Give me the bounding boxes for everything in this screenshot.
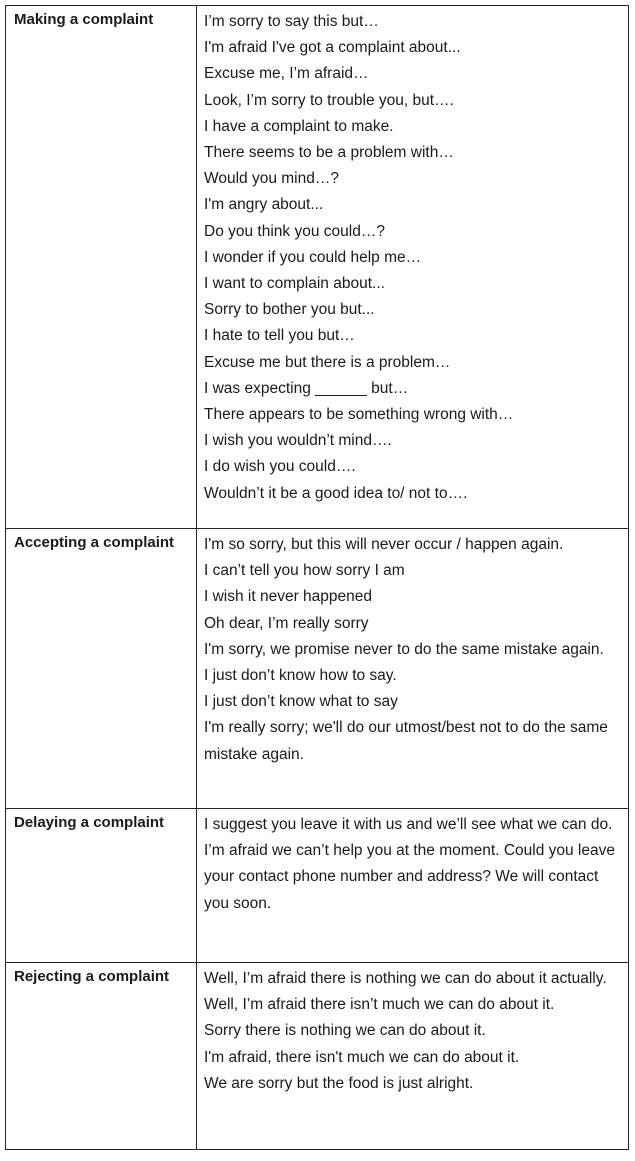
phrase: I just don’t know how to say. bbox=[204, 667, 397, 685]
phrase: Do you think you could…? bbox=[204, 222, 385, 240]
phrase-list bbox=[197, 529, 628, 768]
phrase: I'm really sorry; we'll do our utmost/best not to do the same mistake again. bbox=[204, 719, 608, 763]
phrase: I wish it never happened bbox=[204, 588, 373, 606]
phrase: There appears to be something wrong with… bbox=[204, 406, 514, 424]
phrase: I'm afraid, there isn't much we can do about it. bbox=[204, 1048, 520, 1066]
phrase: Sorry to bother you but... bbox=[204, 301, 375, 319]
phrase: I'm sorry, we promise never to do the same mistake again. bbox=[204, 640, 604, 658]
category-label-cell bbox=[6, 6, 197, 529]
category-label: Accepting a complaint bbox=[14, 534, 175, 551]
phrase: I'm afraid I've got a complaint about... bbox=[204, 39, 461, 57]
phrase: I want to complain about... bbox=[204, 275, 385, 293]
phrase: Sorry there is nothing we can do about it. bbox=[204, 1022, 486, 1040]
phrase: Excuse me, I’m afraid… bbox=[204, 65, 369, 83]
category-label: Delaying a complaint bbox=[14, 814, 165, 831]
category-row-accepting bbox=[6, 529, 629, 809]
phrase: I suggest you leave it with us and we’ll see what we can do. bbox=[204, 816, 613, 833]
phrase-list bbox=[197, 809, 628, 917]
phrase: I’m sorry to say this but… bbox=[204, 13, 379, 30]
phrase: I just don’t know what to say bbox=[204, 693, 398, 711]
phrase: Wouldn’t it be a good idea to/ not to…. bbox=[204, 484, 468, 502]
phrase-cell bbox=[197, 529, 629, 809]
phrase-list bbox=[197, 6, 628, 507]
phrase: There seems to be a problem with… bbox=[204, 144, 454, 162]
phrase: I wonder if you could help me… bbox=[204, 248, 422, 266]
category-label: Making a complaint bbox=[14, 11, 154, 28]
phrase: Excuse me but there is a problem… bbox=[204, 353, 451, 371]
phrase: I’m afraid we can’t help you at the moment. Could you leave your contact phone number and address? We will contact you soon. bbox=[204, 842, 615, 912]
phrase: I wish you wouldn’t mind…. bbox=[204, 432, 392, 450]
phrase-cell bbox=[197, 6, 629, 529]
phrase: Well, I’m afraid there is nothing we can do about it actually. bbox=[204, 970, 607, 987]
category-label: Rejecting a complaint bbox=[14, 968, 170, 985]
category-label-cell bbox=[6, 809, 197, 963]
phrase: I do wish you could…. bbox=[204, 458, 356, 476]
phrase: I'm so sorry, but this will never occur / happen again. bbox=[204, 536, 564, 553]
phrase: I was expecting ______ but… bbox=[204, 379, 409, 397]
phrase: Well, I’m afraid there isn’t much we can do about it. bbox=[204, 996, 555, 1014]
phrase: I have a complaint to make. bbox=[204, 117, 394, 135]
phrase: I'm angry about... bbox=[204, 196, 324, 214]
complaint-phrases-table bbox=[5, 5, 629, 1150]
phrase: Oh dear, I’m really sorry bbox=[204, 614, 369, 632]
phrase: I hate to tell you but… bbox=[204, 327, 355, 345]
phrase: We are sorry but the food is just alright. bbox=[204, 1074, 474, 1092]
category-label-cell bbox=[6, 963, 197, 1150]
category-row-delaying bbox=[6, 809, 629, 963]
phrase: Would you mind…? bbox=[204, 170, 339, 188]
phrase: Look, I’m sorry to trouble you, but…. bbox=[204, 91, 454, 109]
phrase-cell bbox=[197, 809, 629, 963]
category-label-cell bbox=[6, 529, 197, 809]
category-row-making bbox=[6, 6, 629, 529]
category-row-rejecting bbox=[6, 963, 629, 1150]
phrase-cell bbox=[197, 963, 629, 1150]
phrase: I can’t tell you how sorry I am bbox=[204, 562, 405, 580]
phrase-list bbox=[197, 963, 628, 1097]
